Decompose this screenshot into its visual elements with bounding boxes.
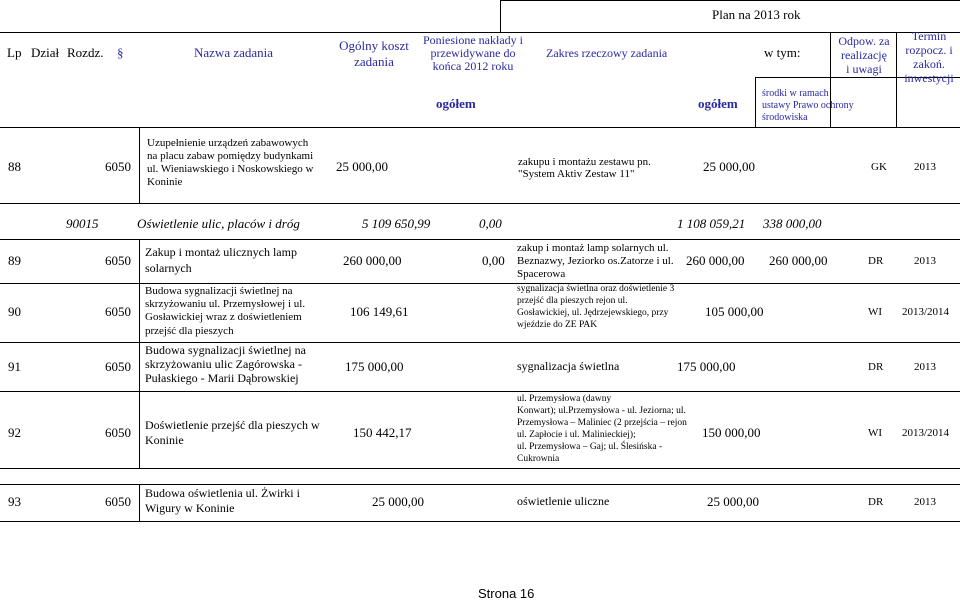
- row-termin: 2013: [914, 161, 936, 173]
- subtotal-naklady: 0,00: [479, 216, 502, 231]
- row-koszt: 25 000,00: [372, 494, 424, 509]
- row-odpow: WI: [868, 427, 883, 439]
- row-zakres-l2: przejść dla pieszych rejon ul.: [517, 296, 628, 306]
- row-termin: 2013: [914, 361, 936, 373]
- row-naklady: 0,00: [482, 253, 505, 268]
- row-name-l2: solarnych: [145, 261, 192, 275]
- row-lp: 93: [8, 494, 21, 509]
- col-w-tym: w tym:: [764, 45, 801, 60]
- row-zakres-l3: Spacerowa: [517, 268, 566, 280]
- row-odpow: DR: [868, 496, 884, 508]
- row-rozdz: 6050: [105, 425, 131, 440]
- col-ogolem-left: ogółem: [436, 96, 476, 111]
- row-srodki: 260 000,00: [769, 253, 828, 268]
- col-lp: Lp: [7, 45, 22, 60]
- row-termin: 2013: [914, 496, 936, 508]
- col-srodki-l2: ustawy Prawo ochrony: [762, 100, 854, 111]
- col-odpow-l2: realizację: [841, 48, 887, 62]
- col-srodki-l1: środki w ramach: [762, 88, 829, 99]
- row-plan: 175 000,00: [677, 359, 736, 374]
- row-lp: 89: [8, 253, 21, 268]
- row-rozdz: 6050: [105, 253, 131, 268]
- col-koszt-l1: Ogólny koszt: [339, 38, 409, 53]
- row-plan: 260 000,00: [686, 253, 745, 268]
- row-termin: 2013/2014: [902, 306, 950, 318]
- row-zakres-l1: ul. Przemysłowa (dawny: [517, 394, 612, 404]
- row-koszt: 260 000,00: [343, 253, 402, 268]
- row-name-l2: Wigury w Koninie: [145, 501, 235, 515]
- row-plan: 25 000,00: [703, 159, 755, 174]
- row-name-l1: Budowa oświetlenia ul. Żwirki i: [145, 486, 300, 500]
- col-ogolem-right: ogółem: [698, 96, 738, 111]
- row-plan: 150 000,00: [702, 425, 761, 440]
- row-zakres-l6: Cukrownia: [517, 454, 560, 464]
- row-lp: 90: [8, 304, 21, 319]
- subtotal-koszt: 5 109 650,99: [362, 216, 431, 231]
- row-zakres-l3: Gosławickiej, ul. Jędrzejewskiego, przy: [517, 308, 669, 318]
- row-koszt: 25 000,00: [336, 159, 388, 174]
- col-koszt-l2: zadania: [354, 54, 394, 69]
- row-koszt: 106 149,61: [350, 304, 409, 319]
- page-number: Strona 16: [478, 586, 535, 601]
- col-srodki-l3: środowiska: [762, 112, 808, 123]
- row-name-l1: Doświetlenie przejść dla pieszych w: [145, 418, 320, 432]
- col-termin-l1: Termin: [911, 29, 947, 43]
- row-odpow: DR: [868, 361, 884, 373]
- row-zakres-l1: sygnalizacja świetlna: [517, 359, 620, 373]
- row-lp: 91: [8, 359, 21, 374]
- row-odpow: GK: [871, 161, 887, 173]
- row-rozdz: 6050: [105, 359, 131, 374]
- subtotal-plan: 1 108 059,21: [677, 216, 746, 231]
- row-name-l2: na placu zabaw pomiędzy budynkami: [147, 150, 314, 162]
- subtotal-srodki: 338 000,00: [763, 216, 822, 231]
- row-zakres-l2: Beznazwy, Jeziorko os.Zatorze i ul.: [517, 255, 674, 267]
- col-odpow-l3: i uwagi: [846, 62, 882, 76]
- row-zakres-l4: wjeździe do ZE PAK: [517, 320, 598, 330]
- col-naklady-l1: Poniesione nakłady i: [423, 33, 523, 47]
- col-dzial: Dział: [31, 45, 60, 60]
- col-odpow-l1: Odpow. za: [838, 34, 890, 48]
- row-lp: 88: [8, 159, 21, 174]
- col-naklady-l3: końca 2012 roku: [432, 59, 514, 73]
- row-termin: 2013: [914, 255, 936, 267]
- col-rozdz: Rozdz.: [67, 45, 104, 60]
- row-termin: 2013/2014: [902, 427, 950, 439]
- subtotal-name: Oświetlenie ulic, placów i dróg: [137, 216, 300, 231]
- row-zakres-l1: zakup i montaż lamp solarnych ul.: [517, 242, 669, 254]
- col-termin-l4: inwestycji: [904, 71, 954, 85]
- row-zakres-l5: ul. Przemysłowa – Gaj; ul. Ślesińska -: [517, 442, 663, 452]
- row-name-l4: Koninie: [147, 176, 183, 188]
- row-odpow: WI: [868, 306, 883, 318]
- row-name-l2: skrzyżowaniu ul. Przemysłowej i ul.: [145, 298, 306, 310]
- row-rozdz: 6050: [105, 304, 131, 319]
- row-name-l1: Zakup i montaż ulicznych lamp: [145, 245, 297, 259]
- row-rozdz: 6050: [105, 159, 131, 174]
- row-name-l3: ul. Wieniawskiego i Noskowskiego w: [147, 163, 314, 175]
- plan-title: Plan na 2013 rok: [712, 7, 801, 22]
- row-name-l2: Koninie: [145, 433, 184, 447]
- row-rozdz: 6050: [105, 494, 131, 509]
- col-termin-l3: zakoń.: [913, 57, 945, 71]
- row-name-l2: skrzyżowaniu ulic Zagórowska -: [145, 357, 302, 371]
- col-naklady-l2: przewidywane do: [430, 46, 516, 60]
- row-lp: 92: [8, 425, 21, 440]
- row-name-l3: Pułaskiego - Marii Dąbrowskiej: [145, 371, 299, 385]
- row-zakres-l4: ul. Zapłocie i ul. Malinieckiej);: [517, 430, 636, 440]
- row-name-l4: przejść dla pieszych: [145, 325, 234, 337]
- subtotal-rozdz: 90015: [66, 216, 99, 231]
- col-zakres: Zakres rzeczowy zadania: [546, 46, 668, 60]
- row-odpow: DR: [868, 255, 884, 267]
- col-nazwa: Nazwa zadania: [194, 45, 274, 60]
- row-zakres-l2: Konwart); ul.Przemysłowa - ul. Jeziorna; ul.: [517, 406, 686, 416]
- row-koszt: 150 442,17: [353, 425, 412, 440]
- row-zakres-l2: "System Aktiv Zestaw 11": [518, 168, 635, 180]
- row-plan: 25 000,00: [707, 494, 759, 509]
- row-zakres-l1: zakupu i montażu zestawu pn.: [518, 156, 651, 168]
- row-zakres-l1: oświetlenie uliczne: [517, 494, 610, 508]
- row-zakres-l1: sygnalizacja świetlna oraz doświetlenie 3: [517, 284, 675, 294]
- row-plan: 105 000,00: [705, 304, 764, 319]
- row-koszt: 175 000,00: [345, 359, 404, 374]
- row-name-l3: Gosławickiej wraz z doświetleniem: [145, 311, 302, 323]
- row-name-l1: Budowa sygnalizacji świetlnej na: [145, 343, 306, 357]
- row-zakres-l3: Przemysłowa – Maliniec (2 przejścia – rejon: [517, 418, 687, 428]
- col-paragraph: §: [117, 45, 124, 60]
- row-name-l1: Budowa sygnalizacji świetlnej na: [145, 285, 293, 297]
- col-termin-l2: rozpocz. i: [905, 43, 953, 57]
- row-name-l1: Uzupełnienie urządzeń zabawowych: [147, 137, 309, 149]
